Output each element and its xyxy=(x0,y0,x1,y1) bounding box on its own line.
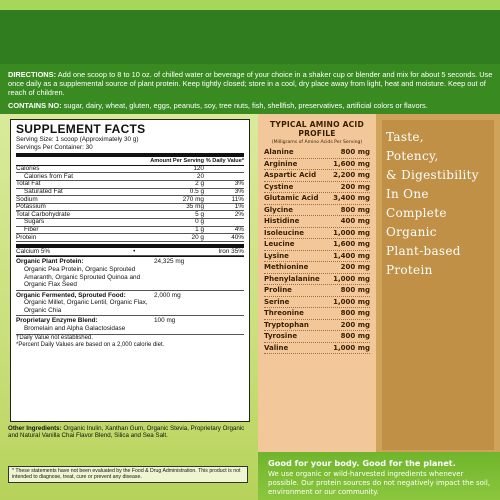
amino-title: TYPICAL AMINO ACID PROFILE xyxy=(270,120,364,138)
fermented-food-text: Organic Millet, Organic Lentil, Organic Flax, Organic Chia xyxy=(24,299,148,314)
facts-row-amount: 0.5 g xyxy=(189,188,204,196)
banner-slogan: Good for your body. Good for the planet. xyxy=(268,458,456,468)
facts-row-name: Protein xyxy=(16,233,37,241)
amino-value: 200 mg xyxy=(340,320,370,329)
amino-value: 800 mg xyxy=(340,148,370,156)
lime-strip xyxy=(0,0,500,10)
amino-subtitle: (Milligrams of Amino Acids Per Serving) xyxy=(271,140,363,145)
amino-name: Valine xyxy=(264,343,289,352)
facts-row-name: Sugars xyxy=(24,218,45,226)
facts-row-amount: 270 mg xyxy=(182,195,204,203)
tagline-line-1: Taste, xyxy=(386,130,424,144)
amino-name: Glycine xyxy=(264,205,293,214)
facts-row-amount: 0 g xyxy=(195,218,204,226)
amino-value: 1,600 mg xyxy=(333,240,370,248)
facts-row-amount: 5 g xyxy=(195,210,204,218)
organic-plant-protein-text: Organic Pea Protein, Organic Sprouted Amaranth, Organic Sprouted Quinoa and Organic Flax Seed xyxy=(24,265,141,289)
tagline-line-5: Complete xyxy=(386,206,447,220)
banner-text: We use organic or wild-harvested ingredients whenever possible. Our protein sources do not negatively impact the soil, environment or our community. xyxy=(268,470,491,496)
tagline xyxy=(386,128,492,280)
directions-paragraph xyxy=(8,70,496,98)
amino-name: Arginine xyxy=(264,159,298,168)
amino-name: Aspartic Acid xyxy=(264,171,317,179)
amino-name: Cystine xyxy=(264,182,294,191)
amino-name: Alanine xyxy=(264,148,294,156)
directions-label: DIRECTIONS: xyxy=(8,70,57,79)
dv-note-1: †Daily Value not established. xyxy=(16,334,93,341)
facts-row-dv: 3% xyxy=(234,180,244,188)
amino-name: Proline xyxy=(264,286,292,294)
amino-rows xyxy=(264,147,370,354)
amino-value: 1,000 mg xyxy=(333,343,370,352)
dv-note-2: *Percent Daily Values are based on a 2,000 calorie diet. xyxy=(16,341,165,348)
amino-acid-panel xyxy=(258,114,376,469)
facts-row-name: Total Carbohydrate xyxy=(16,210,70,218)
amino-name: Serine xyxy=(264,297,290,306)
amino-row xyxy=(264,147,370,159)
amino-row xyxy=(264,193,370,205)
col-dv-header: % Daily Value* xyxy=(205,157,244,164)
facts-row-dv: 2% xyxy=(234,210,244,218)
serving-size: Serving Size: 1 scoop (Approximately 30 g) xyxy=(16,136,139,143)
amino-name: Histidine xyxy=(264,217,300,225)
amino-row xyxy=(264,182,370,194)
amino-value: 200 mg xyxy=(340,263,370,271)
facts-rows xyxy=(16,166,244,242)
amino-row xyxy=(264,308,370,320)
tagline-line-8: Protein xyxy=(386,263,433,277)
contains-text: sugar, dairy, wheat, gluten, eggs, peanuts, soy, tree nuts, fish, shellfish, preservatives, artificial colors or flavors. xyxy=(63,100,428,110)
amino-row xyxy=(264,216,370,228)
amino-row xyxy=(264,170,370,182)
facts-row-name: Potassium xyxy=(16,203,46,211)
amino-name: Tyrosine xyxy=(264,332,298,340)
amino-name: Methionine xyxy=(264,263,309,271)
facts-row-dv: 1% xyxy=(234,203,244,211)
directions-block xyxy=(8,70,496,110)
facts-row-dv: 3% xyxy=(234,188,244,196)
amino-row xyxy=(264,159,370,171)
facts-divider-thick xyxy=(16,153,244,157)
row-bullet: • xyxy=(133,248,136,256)
amino-value: 1,400 mg xyxy=(333,251,370,260)
facts-row-name: Sodium xyxy=(16,195,38,203)
amino-name: Tryptophan xyxy=(264,320,309,329)
amino-row xyxy=(264,251,370,263)
amino-value: 800 mg xyxy=(340,205,370,214)
calcium-iron-row xyxy=(16,249,244,257)
facts-row-name: Total Fat xyxy=(16,180,41,188)
fermented-food-block xyxy=(16,291,244,317)
servings-per-container: Servings Per Container: 30 xyxy=(16,143,93,151)
amino-row xyxy=(264,274,370,286)
facts-row-amount: 20 g xyxy=(191,233,204,241)
amino-value: 3,400 mg xyxy=(333,194,370,202)
amino-value: 1,000 mg xyxy=(333,274,370,283)
enzyme-amount: 100 mg xyxy=(154,317,176,325)
contains-paragraph xyxy=(8,101,496,110)
tagline-line-3: & Digestibility xyxy=(386,168,479,182)
tagline-line-7: Plant-based xyxy=(386,244,461,258)
facts-row-name: Saturated Fat xyxy=(24,188,63,196)
amino-value: 800 mg xyxy=(340,332,370,340)
amino-value: 800 mg xyxy=(340,309,370,317)
amino-name: Isoleucine xyxy=(264,228,304,237)
amino-row xyxy=(264,239,370,251)
amino-name: Phenylalanine xyxy=(264,274,320,283)
amino-value: 400 mg xyxy=(340,217,370,225)
dark-strip xyxy=(0,10,500,68)
facts-row-name: Fiber xyxy=(24,226,39,234)
amino-row xyxy=(264,205,370,217)
facts-row-amount: 20 xyxy=(196,172,204,180)
amino-row xyxy=(264,285,370,297)
organic-plant-protein-amount: 24,325 mg xyxy=(154,258,185,266)
amino-name: Lysine xyxy=(264,251,289,260)
other-ingredients-label: Other Ingredients: xyxy=(8,425,62,432)
amino-row xyxy=(264,331,370,343)
facts-row-dv: 4% xyxy=(234,226,244,234)
col-amount-header: Amount Per Serving xyxy=(150,157,204,164)
amino-value: 1,000 mg xyxy=(333,228,370,237)
amino-name: Leucine xyxy=(264,240,295,248)
other-ingredients-text: Organic Inulin, Xanthan Gum, Organic Stevia, Proprietary Organic and Natural Vanilla Chai Flavor Blend, Silica and Sea Salt. xyxy=(8,425,245,440)
facts-row xyxy=(16,234,244,242)
iron-value: Iron 35% xyxy=(218,248,244,256)
facts-row-dv: 11% xyxy=(231,195,244,203)
calcium-value: Calcium 5% xyxy=(16,248,51,256)
fermented-food-label: Organic Fermented, Sprouted Food: xyxy=(16,291,126,299)
facts-divider-thick-2 xyxy=(16,244,244,248)
amino-row xyxy=(264,343,370,355)
amino-name: Glutamic Acid xyxy=(264,194,319,202)
facts-row-dv: 40% xyxy=(231,233,244,241)
amino-row xyxy=(264,320,370,332)
tagline-line-2: Potency, xyxy=(386,149,439,163)
amino-value: 200 mg xyxy=(340,182,370,191)
amino-row xyxy=(264,228,370,240)
amino-value: 1,000 mg xyxy=(333,297,370,306)
fermented-food-amount: 2,000 mg xyxy=(154,291,181,299)
amino-row xyxy=(264,262,370,274)
facts-row-name: Calories xyxy=(16,165,40,173)
facts-row-amount: 35 mg xyxy=(186,203,204,211)
other-ingredients xyxy=(8,425,254,440)
facts-row-name: Calories from Fat xyxy=(24,172,74,180)
top-band xyxy=(0,0,500,68)
contains-label: CONTAINS NO: xyxy=(8,100,62,110)
amino-value: 800 mg xyxy=(340,286,370,294)
directions-text: Add one scoop to 8 to 10 oz. of chilled water or beverage of your choice in a shaker cup or blender and mix for about 5 seconds. Use once daily as a supplemental source of plant protein. Keep tightly closed; store in a cool, dry place away from light, heat and moisture. Keep out of reach of children. xyxy=(8,70,493,98)
facts-row-amount: 2 g xyxy=(195,180,204,188)
amino-name: Threonine xyxy=(264,309,304,317)
tagline-line-4: In One xyxy=(386,187,429,201)
facts-title: SUPPLEMENT FACTS xyxy=(16,122,146,136)
enzyme-text: Bromelain and Alpha Galactosidase xyxy=(24,325,126,333)
fda-disclaimer: * These statements have not been evaluated by the Food & Drug Administration. This product is not intended to diagnose, treat, cure or prevent any disease. xyxy=(8,466,248,483)
organic-plant-protein-label: Organic Plant Protein: xyxy=(16,258,84,266)
tagline-line-6: Organic xyxy=(386,225,437,239)
facts-row-amount: 120 xyxy=(193,165,204,173)
enzyme-label: Proprietary Enzyme Blend: xyxy=(16,317,98,325)
supplement-facts-panel xyxy=(10,119,250,422)
facts-row-amount: 1 g xyxy=(195,226,204,234)
organic-plant-protein-block xyxy=(16,257,244,290)
amino-row xyxy=(264,297,370,309)
amino-value: 2,200 mg xyxy=(333,171,370,179)
amino-value: 1,600 mg xyxy=(333,159,370,168)
enzyme-block xyxy=(16,316,244,334)
